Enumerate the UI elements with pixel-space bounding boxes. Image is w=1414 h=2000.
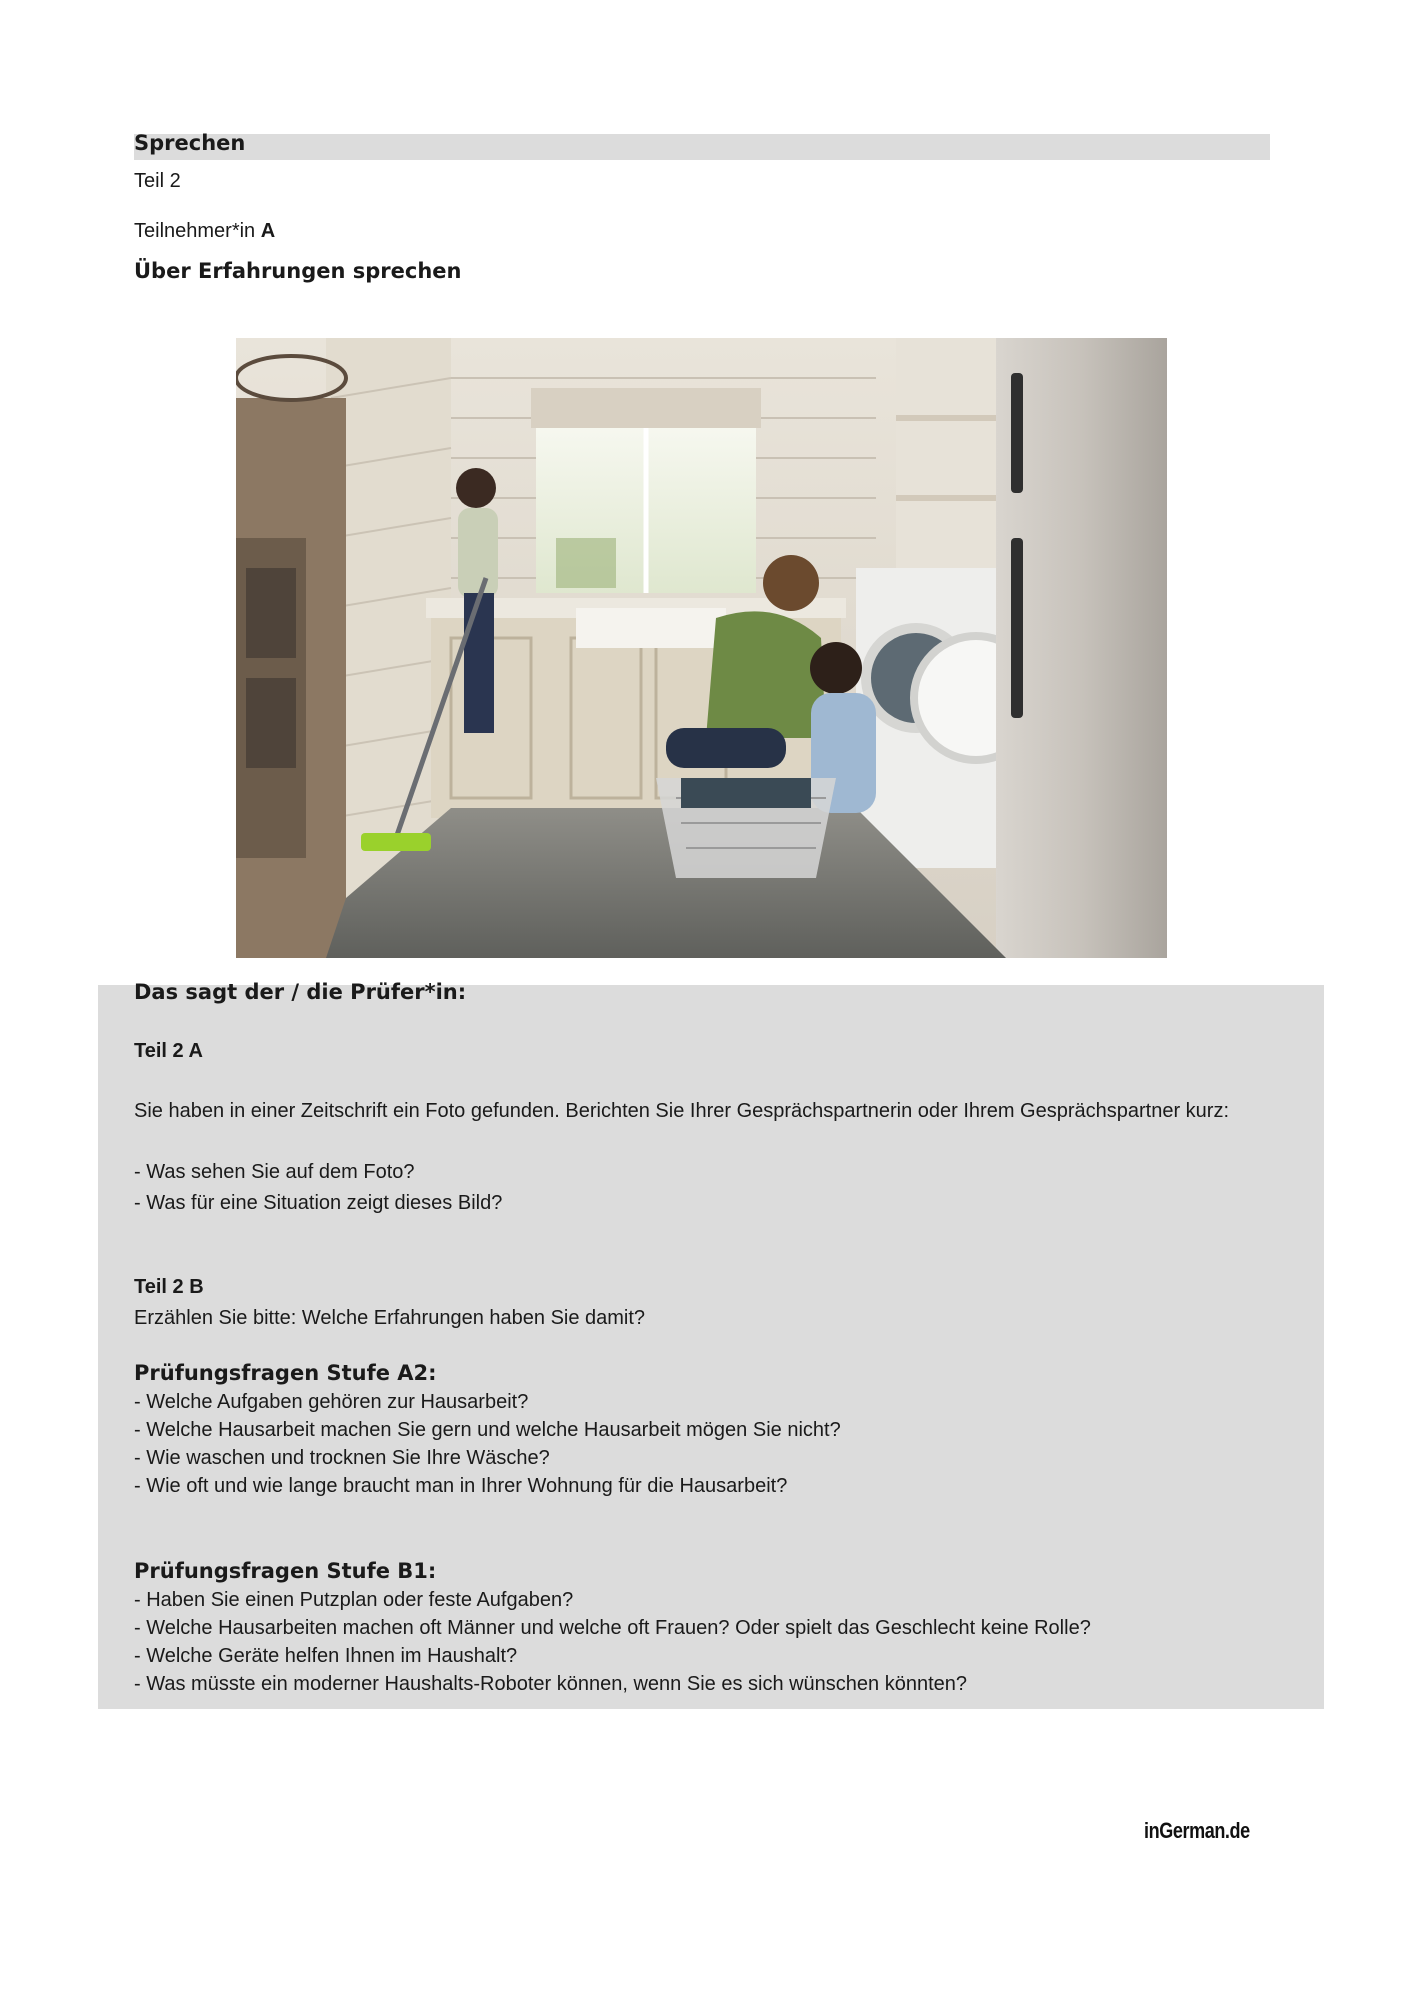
a2-question: - Welche Aufgaben gehören zur Hausarbeit? (134, 1391, 529, 1413)
b1-question: - Was müsste ein moderner Haushalts-Roboter können, wenn Sie es sich wünschen könnten? (134, 1673, 968, 1695)
part-a-question: - Was sehen Sie auf dem Foto? (134, 1161, 415, 1183)
section-header-bar (134, 134, 1270, 160)
a2-question: - Wie oft und wie lange braucht man in Ihrer Wohnung für die Hausarbeit? (134, 1475, 788, 1497)
participant-prefix: Teilnehmer*in (134, 220, 256, 242)
participant-letter: A (260, 220, 276, 242)
section-title: Sprechen (134, 131, 246, 155)
a2-question: - Wie waschen und trocknen Sie Ihre Wäsche? (134, 1447, 550, 1469)
examiner-heading: Das sagt der / die Prüfer*in: (134, 980, 467, 1004)
participant-label (134, 220, 275, 243)
b1-question: - Welche Geräte helfen Ihnen im Haushalt? (134, 1645, 518, 1667)
part-label: Teil 2 (134, 170, 181, 192)
laundry-room-family-photo (236, 338, 1167, 958)
part-a-title: Teil 2 A (134, 1040, 203, 1062)
ingerman-logo: inGerman.de (1144, 1818, 1250, 1843)
part-b-title: Teil 2 B (134, 1276, 204, 1298)
a2-title: Prüfungsfragen Stufe A2: (134, 1361, 437, 1385)
b1-question: - Welche Hausarbeiten machen oft Männer und welche oft Frauen? Oder spielt das Geschlecht keine Rolle? (134, 1617, 1091, 1639)
b1-title: Prüfungsfragen Stufe B1: (134, 1559, 437, 1583)
a2-question: - Welche Hausarbeit machen Sie gern und welche Hausarbeit mögen Sie nicht? (134, 1419, 841, 1441)
part-b-intro: Erzählen Sie bitte: Welche Erfahrungen haben Sie damit? (134, 1307, 646, 1329)
topic-title: Über Erfahrungen sprechen (134, 259, 462, 283)
b1-question: - Haben Sie einen Putzplan oder feste Aufgaben? (134, 1589, 574, 1611)
part-a-intro: Sie haben in einer Zeitschrift ein Foto gefunden. Berichten Sie Ihrer Gesprächspartnerin oder Ihrem Gesprächspartner kurz: (134, 1100, 1230, 1122)
part-a-question: - Was für eine Situation zeigt dieses Bild? (134, 1192, 503, 1214)
